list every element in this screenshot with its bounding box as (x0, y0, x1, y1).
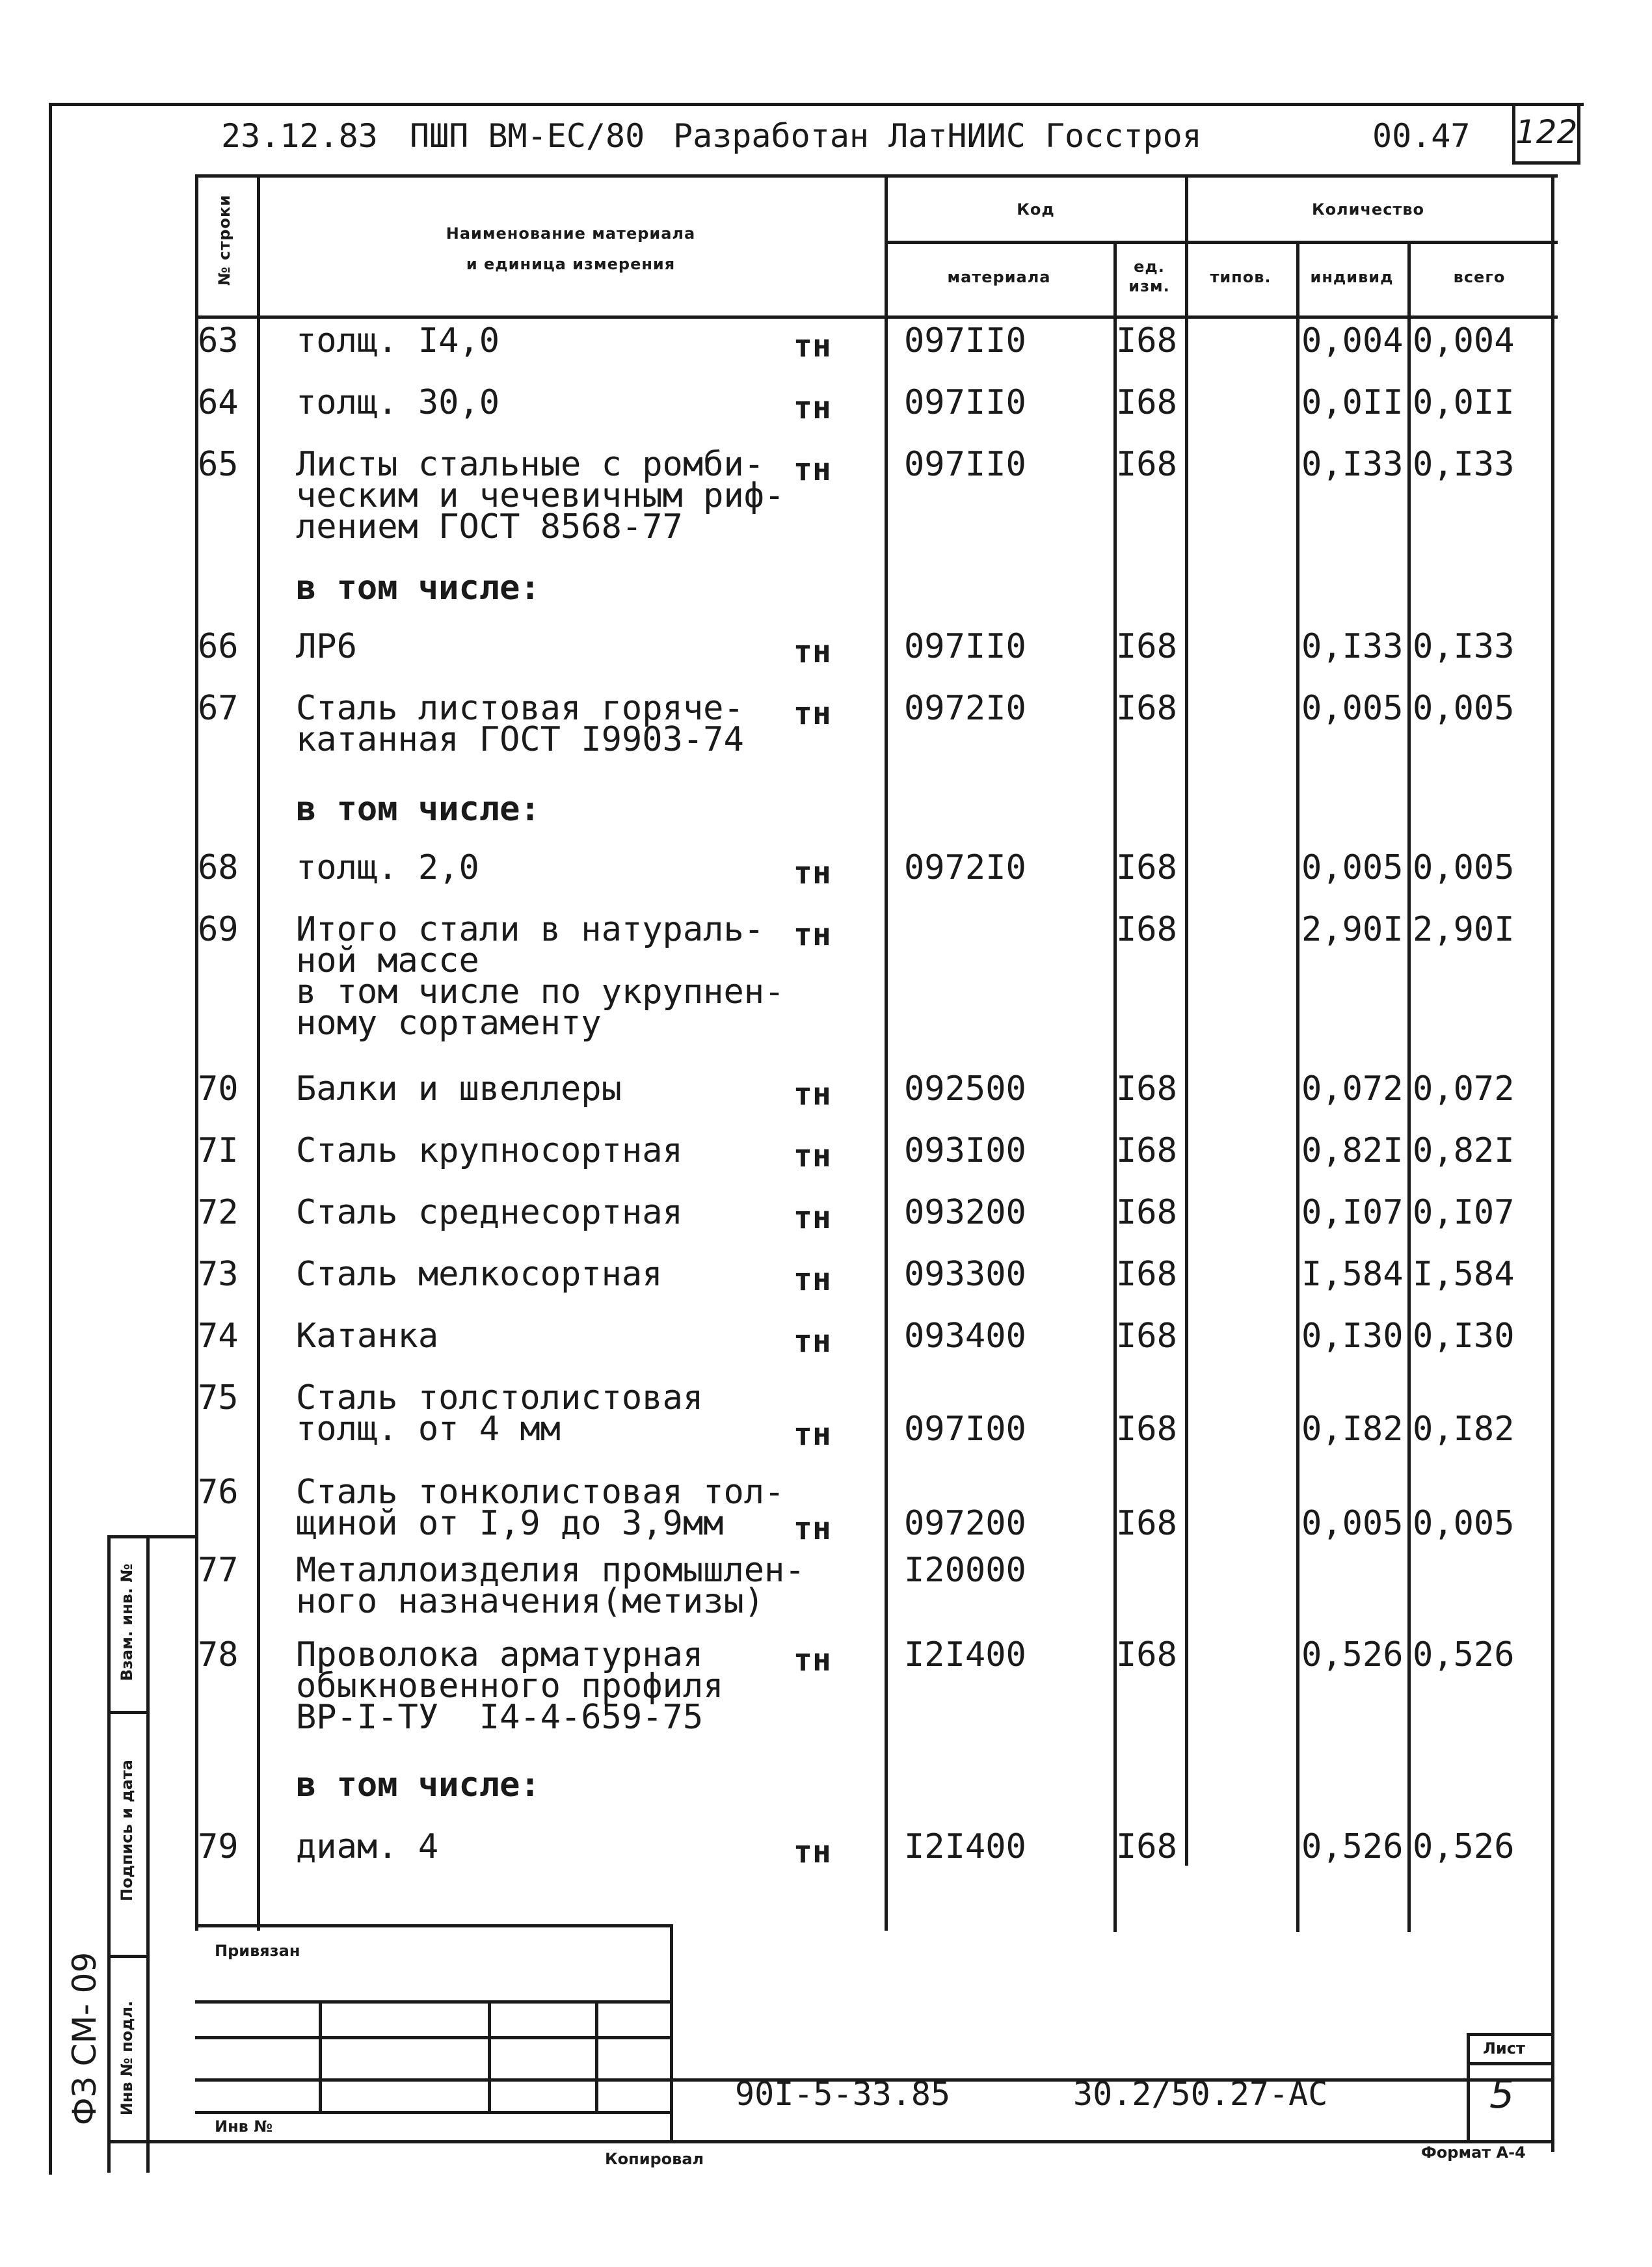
cell-total: 0,005 (1413, 1504, 1515, 1543)
table-top-line (195, 174, 1558, 178)
cell-name: Листы стальные с ромби- ческим и чечевичным риф- лением ГОСТ 8568-77 (296, 445, 785, 546)
cell-row-no: 73 (198, 1255, 239, 1294)
col-header-qty-individual: индивид (1310, 268, 1394, 286)
cell-code: 097I00 (904, 1410, 1026, 1449)
cell-name: Итого стали в натураль- ной массе в том числе по укрупнен- ному сортаменту (296, 910, 785, 1043)
cell-individual: 0,I30 (1301, 1317, 1404, 1356)
cell-code: 093200 (904, 1193, 1026, 1232)
cell-unit: тн (793, 390, 831, 426)
cell-unit: тн (793, 634, 831, 670)
side-stamp-left-line (107, 1535, 111, 2173)
cell-name: в том числе: (296, 790, 540, 829)
stamp-inner-line-2 (195, 2036, 670, 2039)
cell-code: 093300 (904, 1255, 1026, 1294)
cell-unit: тн (793, 1076, 831, 1112)
cell-row-no: 72 (198, 1193, 239, 1232)
cell-unit: тн (793, 451, 831, 488)
cell-code: 093I00 (904, 1131, 1026, 1170)
cell-individual: 0,005 (1301, 1504, 1404, 1543)
cell-unit: тн (793, 1323, 831, 1360)
cell-unit-code: I68 (1116, 1317, 1177, 1356)
stamp-sheet-left-line (1467, 2033, 1470, 2143)
side-stamp-top-line (107, 1535, 195, 1538)
cell-row-no: 65 (198, 445, 239, 484)
cell-name: Сталь среднесортная (296, 1193, 683, 1232)
cell-unit: тн (793, 855, 831, 891)
header-number: 00.47 (1372, 117, 1471, 155)
cell-total: 0,I33 (1413, 445, 1515, 484)
frame-bottom-line (107, 2140, 1554, 2143)
cell-unit-code: I68 (1116, 1193, 1177, 1232)
col-header-name-line2: и единица измерения (466, 255, 676, 273)
cell-row-no: 79 (198, 1827, 239, 1866)
archive-code: ФЗ СМ- 09 (66, 1952, 103, 2126)
stamp-inv-label: Инв № (215, 2117, 273, 2136)
table-subheader-line (885, 241, 1558, 244)
cell-row-no: 64 (198, 383, 239, 422)
cell-unit-code: I68 (1116, 1635, 1177, 1674)
side-label-inv-podl: Инв № подл. (118, 2000, 136, 2116)
cell-total: 0,526 (1413, 1827, 1515, 1866)
cell-unit: тн (793, 1416, 831, 1453)
stamp-sheet-number: 5 (1489, 2072, 1515, 2117)
side-stamp-right-line (146, 1535, 150, 2173)
cell-name: ЛР6 (296, 627, 357, 666)
cell-individual: 0,I82 (1301, 1410, 1404, 1449)
cell-individual: 0,072 (1301, 1069, 1404, 1108)
cell-row-no: 67 (198, 689, 239, 728)
stamp-top-line (195, 1924, 673, 1927)
cell-individual: 0,I33 (1301, 445, 1404, 484)
cell-code: 0972I0 (904, 848, 1026, 887)
stamp-sheet-top-line (1467, 2033, 1554, 2036)
cell-unit-code: I68 (1116, 1504, 1177, 1543)
cell-code: 092500 (904, 1069, 1026, 1108)
side-label-vzam: Взам. инв. № (118, 1563, 136, 1682)
side-stamp-divider-2 (107, 1955, 146, 1958)
cell-individual: 0,004 (1301, 321, 1404, 360)
header-date: 23.12.83 (221, 117, 378, 155)
cell-total: 0,I30 (1413, 1317, 1515, 1356)
cell-total: 0,I07 (1413, 1193, 1515, 1232)
cell-unit-code: I68 (1116, 445, 1177, 484)
cell-unit: тн (793, 1261, 831, 1298)
side-label-sign: Подпись и дата (118, 1760, 136, 1901)
stamp-inner-line-4 (195, 2111, 670, 2114)
cell-unit: тн (793, 917, 831, 953)
cell-row-no: 7I (198, 1131, 239, 1170)
cell-individual: 0,526 (1301, 1827, 1404, 1866)
cell-total: 0,072 (1413, 1069, 1515, 1108)
col-header-code-material: материала (947, 268, 1051, 286)
cell-name: Сталь листовая горяче- катанная ГОСТ I9903-74 (296, 689, 744, 759)
cell-row-no: 74 (198, 1317, 239, 1356)
header-developer: Разработан ЛатНИИС Госстроя (673, 117, 1202, 155)
cell-row-no: 68 (198, 848, 239, 887)
col-header-row-no: № строки (215, 194, 233, 286)
cell-name: диам. 4 (296, 1827, 439, 1866)
col-header-qty-group: Количество (1311, 200, 1425, 219)
cell-name: Металлоизделия промышлен- ного назначения(метизы) (296, 1551, 805, 1621)
col-header-qty-typical: типов. (1210, 268, 1272, 286)
cell-name: толщ. I4,0 (296, 321, 500, 360)
cell-unit: тн (793, 1834, 831, 1870)
stamp-bound-right-line (670, 1924, 673, 2142)
cell-total: 0,82I (1413, 1131, 1515, 1170)
header-divider-line (1512, 103, 1515, 165)
stamp-col-3 (595, 2000, 598, 2111)
cell-name: в том числе: (296, 569, 540, 608)
cell-code: 093400 (904, 1317, 1026, 1356)
cell-code: 097II0 (904, 445, 1026, 484)
page-stamp-box (1512, 103, 1580, 165)
cell-individual: I,584 (1301, 1255, 1404, 1294)
cell-row-no: 70 (198, 1069, 239, 1108)
cell-total: 0,0II (1413, 383, 1515, 422)
cell-code: I2I400 (904, 1827, 1026, 1866)
cell-unit: тн (793, 1510, 831, 1547)
cell-name: Балки и швеллеры (296, 1069, 622, 1108)
col-header-code-unit: ед. изм. (1128, 258, 1170, 295)
stamp-doc-code: 90I-5-33.85 (735, 2075, 951, 2113)
cell-code: I2I400 (904, 1635, 1026, 1674)
stamp-copied-label: Копировал (605, 2150, 704, 2168)
cell-unit-code: I68 (1116, 689, 1177, 728)
cell-total: 2,90I (1413, 910, 1515, 949)
cell-unit-code: I68 (1116, 1131, 1177, 1170)
cell-name: Сталь толстолистовая толщ. от 4 мм (296, 1378, 704, 1449)
cell-individual: 0,526 (1301, 1635, 1404, 1674)
cell-name: Катанка (296, 1317, 439, 1356)
cell-code: 097II0 (904, 321, 1026, 360)
table-header-bottom-line (195, 315, 1558, 319)
cell-name: Сталь тонколистовая тол- щиной от I,9 до 3,9мм (296, 1473, 785, 1543)
cell-individual: 2,90I (1301, 910, 1404, 949)
cell-name: Проволока арматурная обыкновенного профиля ВР-I-ТУ I4-4-659-75 (296, 1635, 724, 1737)
cell-unit: тн (793, 1138, 831, 1174)
stamp-format-label: Формат А-4 (1421, 2143, 1526, 2162)
cell-code: 097II0 (904, 383, 1026, 422)
cell-individual: 0,005 (1301, 848, 1404, 887)
cell-unit: тн (793, 695, 831, 732)
cell-unit-code: I68 (1116, 1827, 1177, 1866)
cell-individual: 0,I07 (1301, 1193, 1404, 1232)
cell-unit: тн (793, 1642, 831, 1678)
cell-unit-code: I68 (1116, 910, 1177, 949)
cell-unit-code: I68 (1116, 1410, 1177, 1449)
col-header-qty-total: всего (1453, 268, 1506, 286)
cell-code: 097200 (904, 1504, 1026, 1543)
cell-code: I20000 (904, 1551, 1026, 1590)
cell-unit: тн (793, 1200, 831, 1236)
cell-code: 0972I0 (904, 689, 1026, 728)
cell-row-no: 78 (198, 1635, 239, 1674)
cell-code: 097II0 (904, 627, 1026, 666)
cell-individual: 0,I33 (1301, 627, 1404, 666)
stamp-sheet-code: 30.2/50.27-АС (1073, 2075, 1328, 2113)
stamp-inner-line-1 (195, 2000, 670, 2004)
cell-row-no: 77 (198, 1551, 239, 1590)
cell-unit-code: I68 (1116, 383, 1177, 422)
col-header-name-line1: Наименование материала (446, 224, 696, 243)
cell-total: 0,004 (1413, 321, 1515, 360)
cell-unit-code: I68 (1116, 627, 1177, 666)
cell-unit-code: I68 (1116, 848, 1177, 887)
cell-total: 0,I82 (1413, 1410, 1515, 1449)
cell-row-no: 69 (198, 910, 239, 949)
cell-unit-code: I68 (1116, 1069, 1177, 1108)
cell-total: 0,I33 (1413, 627, 1515, 666)
stamp-col-1 (319, 2000, 322, 2111)
cell-name: толщ. 30,0 (296, 383, 500, 422)
cell-unit-code: I68 (1116, 1255, 1177, 1294)
cell-total: 0,005 (1413, 848, 1515, 887)
cell-name: Сталь мелкосортная (296, 1255, 663, 1294)
stamp-col-2 (488, 2000, 491, 2111)
header-code: ПШП ВМ-ЕС/80 (410, 117, 645, 155)
cell-individual: 0,82I (1301, 1131, 1404, 1170)
col-name-right-line (885, 174, 888, 1931)
cell-name: в том числе: (296, 1765, 540, 1804)
cell-row-no: 76 (198, 1473, 239, 1512)
cell-row-no: 63 (198, 321, 239, 360)
cell-individual: 0,0II (1301, 383, 1404, 422)
frame-top-line (49, 103, 1584, 106)
col-code-right-line (1185, 174, 1188, 1866)
cell-individual: 0,005 (1301, 689, 1404, 728)
cell-total: I,584 (1413, 1255, 1515, 1294)
page-stamp-number: 122 (1515, 113, 1578, 151)
side-stamp-divider-1 (107, 1711, 146, 1714)
cell-name: Сталь крупносортная (296, 1131, 683, 1170)
frame-left-line (49, 103, 52, 2175)
cell-unit: тн (793, 328, 831, 364)
cell-row-no: 66 (198, 627, 239, 666)
stamp-sheet-mid-line (1467, 2062, 1554, 2065)
cell-name: толщ. 2,0 (296, 848, 479, 887)
cell-row-no: 75 (198, 1378, 239, 1417)
col-header-code-group: Код (1017, 200, 1055, 219)
stamp-sheet-label: Лист (1483, 2039, 1525, 2058)
cell-unit-code: I68 (1116, 321, 1177, 360)
cell-total: 0,005 (1413, 689, 1515, 728)
stamp-bound-label: Привязан (215, 1942, 300, 1960)
cell-total: 0,526 (1413, 1635, 1515, 1674)
